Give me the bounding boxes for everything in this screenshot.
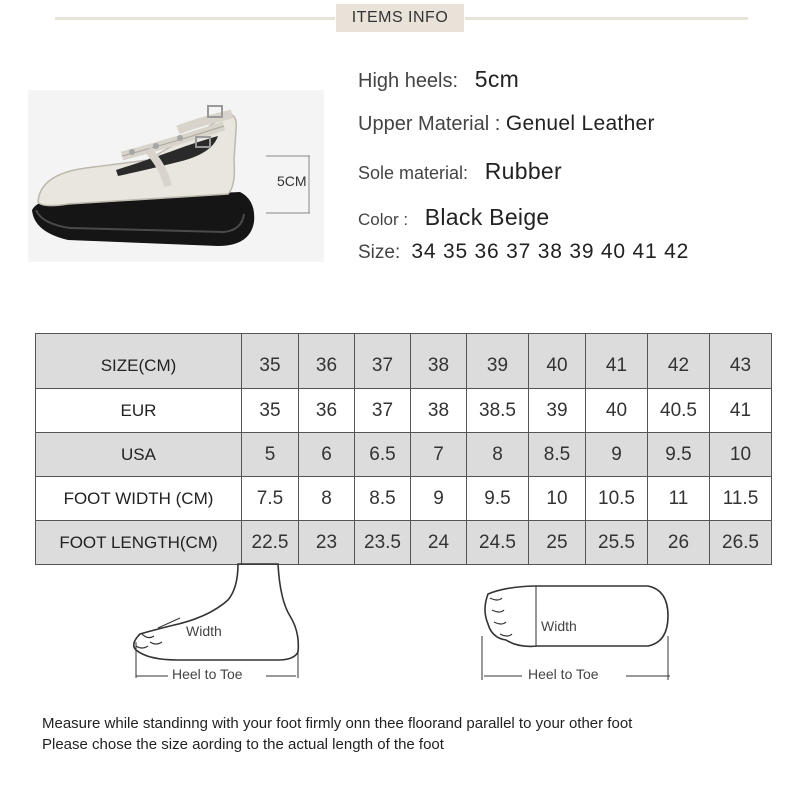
table-cell: 35: [242, 389, 299, 433]
table-cell: 23: [299, 521, 355, 565]
table-cell: 9: [411, 477, 467, 521]
table-cell: 38.5: [467, 389, 529, 433]
table-cell: 10: [529, 477, 586, 521]
row-header: USA: [36, 433, 242, 477]
size-chart-table: [35, 333, 772, 565]
table-cell: 26: [648, 521, 710, 565]
spec-label: High heels:: [358, 70, 459, 92]
table-row: [36, 477, 772, 521]
table-cell: 37: [355, 389, 411, 433]
table-cell: 10.5: [586, 477, 648, 521]
table-row: [36, 334, 772, 389]
table-row: [36, 433, 772, 477]
table-cell: 42: [648, 334, 710, 389]
spec-value: Black Beige: [424, 204, 550, 230]
table-cell: 6.5: [355, 433, 411, 477]
row-header: EUR: [36, 389, 242, 433]
table-cell: 9: [586, 433, 648, 477]
table-cell: 22.5: [242, 521, 299, 565]
table-cell: 9.5: [648, 433, 710, 477]
heel-height-label: 5CM: [277, 173, 307, 189]
table-cell: 25.5: [586, 521, 648, 565]
table-cell: 11.5: [710, 477, 772, 521]
table-cell: 24.5: [467, 521, 529, 565]
table-cell: 23.5: [355, 521, 411, 565]
table-cell: 8.5: [355, 477, 411, 521]
table-cell: 26.5: [710, 521, 772, 565]
spec-value: 34 35 36 37 38 39 40 41 42: [411, 240, 690, 263]
spec-label: Size:: [358, 242, 401, 263]
section-title: ITEMS INFO: [336, 4, 464, 32]
table-cell: 8: [467, 433, 529, 477]
table-cell: 41: [710, 389, 772, 433]
table-cell: 9.5: [467, 477, 529, 521]
table-cell: 38: [411, 334, 467, 389]
top-length-label: Heel to Toe: [528, 666, 599, 682]
spec-color: [358, 204, 550, 231]
spec-value: Rubber: [484, 158, 562, 184]
side-length-label: Heel to Toe: [172, 666, 243, 682]
table-cell: 8.5: [529, 433, 586, 477]
side-width-label: Width: [186, 623, 222, 639]
table-cell: 37: [355, 334, 411, 389]
spec-label: Color :: [358, 210, 409, 229]
table-cell: 36: [299, 334, 355, 389]
table-row: [36, 389, 772, 433]
table-cell: 10: [710, 433, 772, 477]
row-header: FOOT LENGTH(CM): [36, 521, 242, 565]
spec-value: Genuel Leather: [505, 112, 655, 135]
spec-label: Upper Material :: [358, 113, 501, 135]
table-cell: 25: [529, 521, 586, 565]
table-cell: 7: [411, 433, 467, 477]
table-cell: 7.5: [242, 477, 299, 521]
table-cell: 39: [529, 389, 586, 433]
spec-upper-material: [358, 112, 655, 136]
size-choice-note: Please chose the size aording to the actual length of the foot: [42, 736, 444, 753]
header-divider-right: [465, 17, 748, 20]
spec-label: Sole material:: [358, 163, 469, 183]
table-cell: 38: [411, 389, 467, 433]
measure-note: Measure while standinng with your foot firmly onn thee floorand parallel to your other foot: [42, 715, 633, 732]
table-cell: 36: [299, 389, 355, 433]
foot-side-outline: [128, 560, 318, 680]
table-cell: 5: [242, 433, 299, 477]
header-divider-left: [55, 17, 335, 20]
table-cell: 6: [299, 433, 355, 477]
spec-heel-height: [358, 66, 519, 93]
row-header: FOOT WIDTH (CM): [36, 477, 242, 521]
table-cell: 24: [411, 521, 467, 565]
foot-side-diagram: [128, 560, 318, 680]
table-cell: 40: [586, 389, 648, 433]
row-header: SIZE(CM): [36, 334, 242, 389]
table-cell: 8: [299, 477, 355, 521]
spec-size: [358, 240, 689, 264]
table-cell: 40: [529, 334, 586, 389]
spec-sole-material: [358, 158, 562, 185]
table-cell: 11: [648, 477, 710, 521]
table-cell: 41: [586, 334, 648, 389]
table-row: [36, 521, 772, 565]
spec-value: 5cm: [474, 66, 520, 92]
table-cell: 43: [710, 334, 772, 389]
table-cell: 35: [242, 334, 299, 389]
top-width-label: Width: [541, 618, 577, 634]
table-cell: 40.5: [648, 389, 710, 433]
table-cell: 39: [467, 334, 529, 389]
